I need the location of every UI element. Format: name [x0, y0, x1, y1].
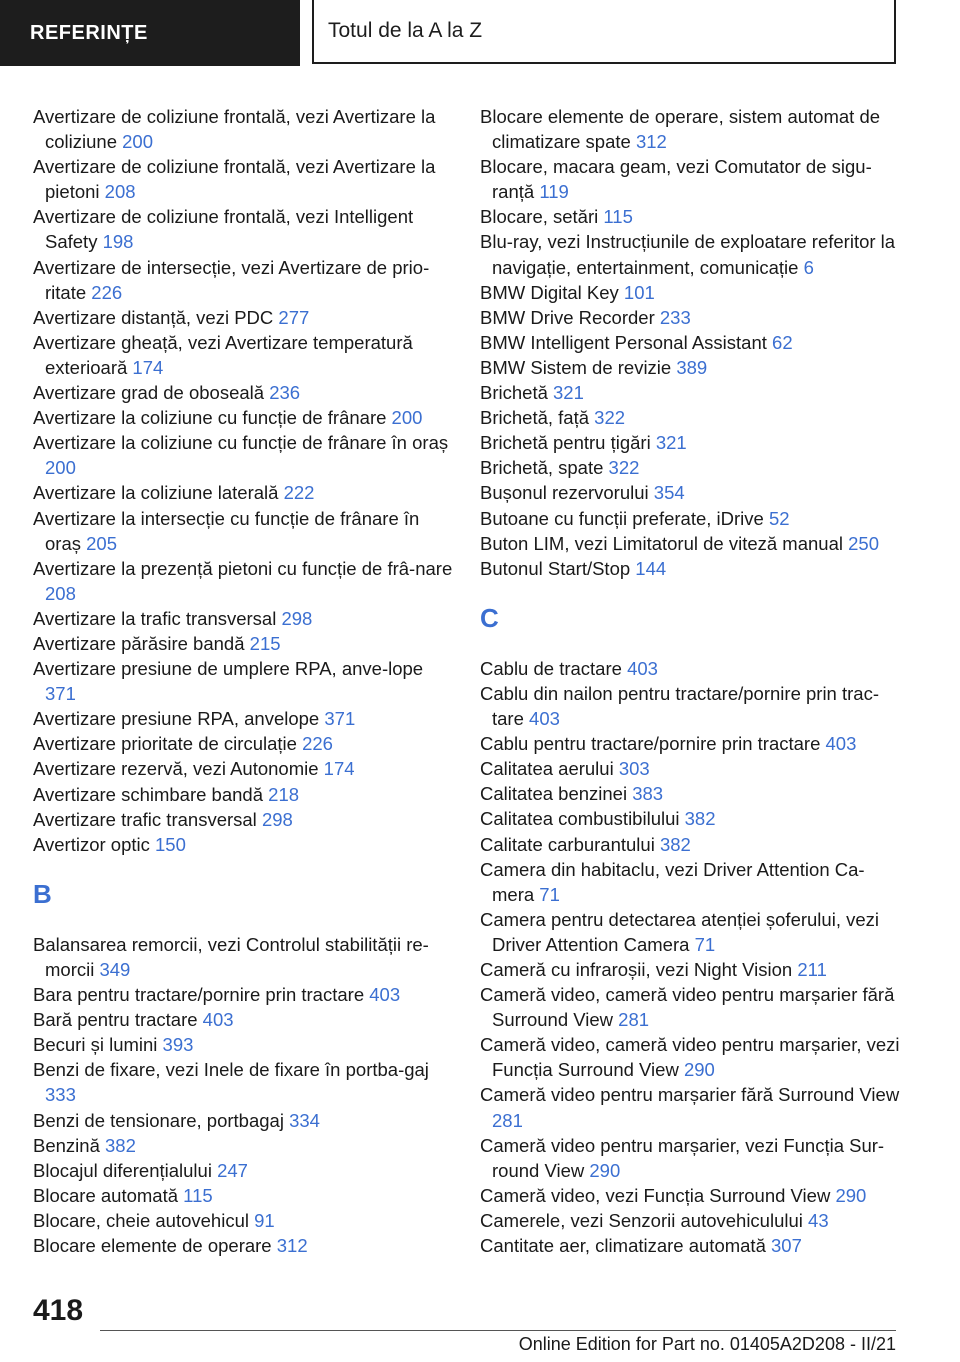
index-entry [33, 932, 453, 982]
page-reference-link[interactable]: 371 [45, 683, 76, 705]
page-reference-link[interactable]: 389 [676, 356, 708, 378]
index-entry-text: Avertizare la coliziune cu funcție de frânare [33, 407, 387, 429]
index-entry [480, 756, 900, 781]
page-reference-link[interactable]: 119 [539, 181, 569, 203]
index-entry [33, 782, 453, 807]
page-reference-link[interactable]: 307 [771, 1235, 802, 1257]
page-reference-link[interactable]: 321 [553, 382, 584, 404]
index-entry [480, 556, 900, 581]
index-entry [33, 1158, 453, 1183]
index-entry [480, 355, 900, 380]
page-reference-link[interactable]: 290 [683, 1059, 715, 1081]
index-entry-text: Avertizare prioritate de circulație [33, 733, 297, 755]
index-entry [480, 656, 900, 681]
index-entry [33, 1183, 453, 1208]
index-entry [480, 957, 900, 982]
index-entry [480, 104, 900, 154]
index-entry [33, 1007, 453, 1032]
index-entry-text: Benzi de tensionare, portbagaj [33, 1109, 284, 1131]
page-reference-link[interactable]: 226 [302, 733, 333, 755]
page-number: 418 [33, 1294, 84, 1327]
index-entry [480, 305, 900, 330]
page-reference-link[interactable]: 382 [105, 1134, 136, 1156]
index-column-right [480, 104, 900, 1258]
index-entry-text: Brichetă [480, 382, 548, 404]
index-column-left [33, 104, 453, 1258]
page-reference-link[interactable]: 383 [632, 783, 664, 805]
footer-divider [100, 1330, 896, 1331]
page-reference-link[interactable]: 250 [848, 532, 879, 554]
page-reference-link[interactable]: 211 [797, 959, 827, 980]
index-entry-text: Cameră video, cameră video pentru marșarier, vezi Funcția Surround View [480, 1034, 900, 1081]
index-entry-text: Bușonul rezervorului [480, 482, 649, 504]
index-entry-text: Blu-ray, vezi Instrucțiunile de exploatare referitor la navigație, entertainment, comunicație [480, 231, 896, 278]
index-entry [33, 807, 453, 832]
index-entry-text: Avertizare schimbare bandă [33, 783, 264, 805]
index-entry-text: Avertizare la coliziune laterală [33, 482, 279, 504]
page-reference-link[interactable]: 403 [825, 733, 857, 755]
index-entry [33, 556, 453, 606]
index-entry-text: Avertizare grad de oboseală [33, 382, 265, 404]
index-entry-text: BMW Sistem de revizie [480, 356, 672, 378]
index-entry [480, 781, 900, 806]
index-entry [33, 154, 453, 204]
page-reference-link[interactable]: 150 [155, 833, 186, 855]
index-entry-text: Benzi de fixare, vezi Inele de fixare în portba‐gaj [33, 1059, 429, 1081]
index-entry [480, 857, 900, 907]
page-reference-link[interactable]: 208 [45, 582, 76, 604]
index-entry [480, 731, 900, 756]
index-entry-text: BMW Intelligent Personal Assistant [480, 331, 767, 353]
index-entry [480, 832, 900, 857]
index-entry-text: Cameră video pentru marșarier, vezi Funcția Sur‐round View [480, 1134, 885, 1181]
index-entry [33, 405, 453, 430]
index-entry-text: Blocare, macara geam, vezi Comutator de sigu‐ranță [480, 156, 872, 203]
index-entry-text: Avertizare la trafic transversal [33, 607, 277, 629]
index-entry [33, 204, 453, 254]
page-reference-link[interactable]: 298 [261, 808, 293, 830]
index-entry [33, 1057, 453, 1107]
section-tab: REFERINȚE [0, 0, 300, 66]
page-reference-link[interactable]: 382 [684, 808, 716, 830]
index-entry [480, 806, 900, 831]
page-reference-link[interactable]: 393 [162, 1034, 194, 1056]
index-entry [480, 455, 900, 480]
index-entry [33, 1233, 453, 1258]
index-entry-text: Brichetă, spate [480, 457, 604, 479]
page-reference-link[interactable]: 321 [655, 432, 687, 454]
index-entry [33, 606, 453, 631]
index-entry [33, 255, 453, 305]
index-entry-text: Bară pentru tractare [33, 1009, 198, 1031]
index-entry [33, 706, 453, 731]
index-entry-text: Avertizare gheață, vezi Avertizare temperatură exterioară [33, 331, 413, 378]
page-reference-link[interactable]: 247 [217, 1159, 248, 1181]
page-reference-link[interactable]: 200 [45, 457, 76, 479]
page-reference-link[interactable]: 62 [772, 331, 793, 353]
index-entry-text: Buton LIM, vezi Limitatorul de viteză manual [480, 532, 843, 554]
footer-edition: Online Edition for Part no. 01405A2D208 - II/21 [518, 1334, 896, 1354]
page-reference-link[interactable]: 403 [369, 984, 401, 1006]
page-reference-link[interactable]: 281 [492, 1109, 523, 1131]
index-entry-text: Brichetă pentru țigări [480, 432, 651, 454]
index-entry [33, 1133, 453, 1158]
page-reference-link[interactable]: 222 [283, 482, 315, 504]
page-reference-link[interactable]: 349 [99, 959, 131, 980]
page-reference-link[interactable]: 334 [289, 1109, 320, 1131]
index-entry-text: BMW Digital Key [480, 281, 619, 303]
index-entry-text: Avertizor optic [33, 833, 150, 855]
index-entry [480, 1032, 900, 1082]
page-reference-link[interactable]: 115 [183, 1184, 213, 1206]
page-reference-link[interactable]: 52 [768, 507, 790, 529]
page-reference-link[interactable]: 71 [694, 933, 716, 955]
page-reference-link[interactable]: 218 [268, 783, 300, 805]
page-reference-link[interactable]: 43 [808, 1209, 829, 1231]
index-entry-text: Avertizare de coliziune frontală, vezi Intelligent Safety [33, 206, 414, 253]
index-entry [33, 631, 453, 656]
page-header [0, 0, 960, 66]
page-reference-link[interactable]: 281 [618, 1009, 650, 1031]
page-reference-link[interactable]: 6 [803, 256, 814, 278]
index-entry-text: Butonul Start/Stop [480, 557, 631, 579]
index-entry [480, 229, 900, 279]
index-entry [480, 1183, 900, 1208]
index-entry-text: Avertizare distanță, vezi PDC [33, 306, 274, 328]
page-reference-link[interactable]: 382 [659, 833, 691, 855]
index-entry [480, 1208, 900, 1233]
index-entry-text: BMW Drive Recorder [480, 306, 655, 328]
page-reference-link[interactable]: 236 [269, 382, 301, 404]
index-entry [480, 982, 900, 1032]
index-entry-text: Blocare elemente de operare [33, 1235, 272, 1257]
index-entry-text: Avertizare de intersecție, vezi Avertizare de prio‐ritate [33, 256, 430, 303]
page-reference-link[interactable]: 226 [91, 281, 123, 303]
index-entry-text: Avertizare trafic transversal [33, 808, 257, 830]
page-reference-link[interactable]: 200 [391, 407, 423, 429]
page-reference-link[interactable]: 322 [608, 457, 640, 479]
index-entry-text: Cameră cu infraroșii, vezi Night Vision [480, 959, 793, 980]
page-reference-link[interactable]: 71 [539, 883, 560, 905]
page-reference-link[interactable]: 101 [623, 281, 655, 303]
index-entry [480, 280, 900, 305]
page-reference-link[interactable]: 303 [618, 758, 650, 780]
index-entry [33, 731, 453, 756]
page-reference-link[interactable]: 403 [202, 1009, 234, 1031]
index-entry [480, 1133, 900, 1183]
index-entry [480, 480, 900, 505]
index-entry [33, 1208, 453, 1233]
page-reference-link[interactable]: 215 [249, 632, 281, 654]
index-entry [33, 380, 453, 405]
page-reference-link[interactable]: 290 [835, 1184, 867, 1206]
index-entry [480, 506, 900, 531]
page-reference-link[interactable]: 198 [102, 231, 134, 253]
index-entry-text: Benzină [33, 1134, 100, 1156]
index-entry-text: Camerele, vezi Senzorii autovehiculului [480, 1209, 803, 1231]
page-reference-link[interactable]: 290 [589, 1159, 621, 1181]
index-entry-text: Blocare, cheie autovehicul [33, 1209, 249, 1231]
page-reference-link[interactable]: 174 [132, 356, 164, 378]
index-entry [480, 1233, 900, 1258]
index-entry-text: Becuri și lumini [33, 1034, 158, 1056]
index-entry-text: Avertizare de coliziune frontală, vezi Avertizare la coliziune [33, 106, 436, 153]
index-entry-text: Cameră video pentru marșarier fără Surround View [480, 1084, 900, 1106]
index-entry [33, 982, 453, 1007]
index-entry-text: Avertizare de coliziune frontală, vezi Avertizare la pietoni [33, 156, 436, 203]
index-entry-text: Blocare automată [33, 1184, 179, 1206]
index-entry-text: Avertizare presiune de umplere RPA, anve‐lope [33, 658, 424, 680]
index-entry [33, 330, 453, 380]
index-entry [480, 681, 900, 731]
index-entry-text: Avertizare la prezență pietoni cu funcție de frâ‐nare [33, 557, 453, 579]
index-entry [33, 1108, 453, 1133]
index-entry-text: Cablu pentru tractare/pornire prin tractare [480, 733, 821, 755]
index-entry [33, 756, 453, 781]
index-entry [33, 1032, 453, 1057]
index-entry-text: Bara pentru tractare/pornire prin tractare [33, 984, 365, 1006]
index-letter-heading: B [33, 878, 52, 909]
index-entry-text: Blocare elemente de operare, sistem automat de climatizare spate [480, 106, 881, 153]
index-entry [33, 656, 453, 706]
index-entry-text: Calitatea benzinei [480, 783, 628, 805]
index-entry-text: Avertizare părăsire bandă [33, 632, 245, 654]
page-reference-link[interactable]: 354 [653, 482, 685, 504]
index-letter-heading: C [480, 602, 499, 633]
index-entry [480, 430, 900, 455]
index-entry-text: Avertizare la intersecție cu funcție de frânare în oraș [33, 507, 420, 554]
page-reference-link[interactable]: 403 [627, 657, 658, 679]
index-entry [480, 330, 900, 355]
index-entry-text: Calitatea aerului [480, 758, 614, 780]
index-entry-text: Cameră video, cameră video pentru marșarier fără Surround View [480, 984, 895, 1031]
page-reference-link[interactable]: 200 [122, 131, 154, 153]
index-entry [33, 305, 453, 330]
index-entry [33, 506, 453, 556]
index-entry [33, 832, 453, 857]
page-reference-link[interactable]: 298 [281, 607, 313, 629]
page-reference-link[interactable]: 403 [529, 708, 560, 730]
page-reference-link[interactable]: 208 [104, 181, 136, 203]
index-entry-text: Avertizare presiune RPA, anvelope [33, 708, 320, 730]
page-reference-link[interactable]: 233 [659, 306, 691, 328]
index-entry [480, 405, 900, 430]
index-entry-text: Cablu din nailon pentru tractare/pornire prin trac‐tare [480, 682, 879, 730]
page-reference-link[interactable]: 91 [254, 1209, 275, 1231]
index-entry [480, 380, 900, 405]
page-reference-link[interactable]: 371 [324, 708, 356, 730]
index-entry-text: Blocare, setări [480, 206, 599, 228]
index-entry [480, 531, 900, 556]
index-entry-text: Avertizare la coliziune cu funcție de frânare în oraș [33, 432, 449, 454]
index-entry-text: Cantitate aer, climatizare automată [480, 1235, 766, 1257]
index-entry-text: Butoane cu funcții preferate, iDrive [480, 507, 764, 529]
page-reference-link[interactable]: 144 [635, 557, 667, 579]
index-entry-text: Blocajul diferențialului [33, 1159, 212, 1181]
index-entry-text: Camera pentru detectarea atenției șoferului, vezi Driver Attention Camera [480, 908, 879, 955]
index-entry [480, 907, 900, 957]
index-entry [480, 154, 900, 204]
index-entry-text: Balansarea remorcii, vezi Controlul stabilității re‐morcii [33, 933, 429, 980]
index-entry [33, 480, 453, 505]
index-entry-text: Cameră video, vezi Funcția Surround View [480, 1184, 831, 1206]
index-entry [480, 204, 900, 229]
index-entry [480, 1082, 900, 1132]
index-entry-text: Camera din habitaclu, vezi Driver Attention Ca‐mera [480, 858, 865, 905]
index-entry-text: Brichetă, față [480, 407, 590, 429]
page-reference-link[interactable]: 312 [635, 131, 667, 153]
page-reference-link[interactable]: 277 [278, 306, 310, 328]
page-reference-link[interactable]: 205 [86, 532, 118, 554]
index-entry-text: Calitate carburantului [480, 833, 655, 855]
index-entry-text: Cablu de tractare [480, 657, 622, 679]
index-entry [33, 430, 453, 480]
page-reference-link[interactable]: 333 [45, 1084, 76, 1106]
page-reference-link[interactable]: 312 [276, 1235, 308, 1257]
section-title: Totul de la A la Z [312, 0, 896, 64]
index-entry [33, 104, 453, 154]
index-entry-text: Avertizare rezervă, vezi Autonomie [33, 758, 319, 780]
page-reference-link[interactable]: 322 [594, 407, 626, 429]
index-entry-text: Calitatea combustibilului [480, 808, 680, 830]
page-reference-link[interactable]: 115 [603, 206, 633, 228]
page-reference-link[interactable]: 174 [323, 758, 355, 780]
